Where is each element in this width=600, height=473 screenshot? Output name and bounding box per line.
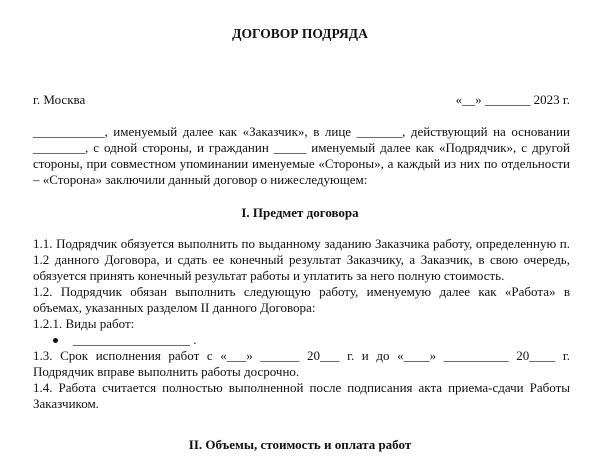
work-type-bullet bbox=[33, 332, 570, 348]
clause-1-4: 1.4. Работа считается полностью выполненной после подписания акта приема-сдачи Работы Заказчиком. bbox=[33, 380, 570, 411]
clause-1-1: 1.1. Подрядчик обязуется выполнить по выданному заданию Заказчика работу, определенную п. 1.2 данного Договора, и сдать ее конечный результат Заказчику, а Заказчик, в свою очередь, обязуется принять конечный результат работы и уплатить за него полную стоимость. bbox=[33, 236, 570, 283]
clause-1-2: 1.2. Подрядчик обязан выполнить следующую работу, именуемую далее как «Работа» в объемах, указанных разделом II данного Договора: bbox=[33, 284, 570, 315]
intro-paragraph: ___________, именуемый далее как «Заказчик», в лице _______, действующий на основании ________, с одной стороны, и гражданин _____ именуемый далее как «Подрядчик», с другой стороны, при совместном упоминании именуемые «Стороны», а каждый из них по отдельности – «Сторона» заключили данный договор о нижеследующем: bbox=[33, 124, 570, 187]
section-heading-volumes: II. Объемы, стоимость и оплата работ bbox=[188, 437, 412, 452]
section-heading-subject: I. Предмет договора bbox=[241, 205, 359, 220]
section-1-clauses bbox=[33, 236, 570, 412]
city-date-line bbox=[33, 92, 570, 108]
city: г. Москва bbox=[33, 92, 86, 107]
document-title: ДОГОВОР ПОДРЯДА bbox=[232, 26, 368, 41]
contract-date: «__» _______ 2023 г. bbox=[455, 92, 570, 107]
clause-1-3: 1.3. Срок исполнения работ с «___» ______ 20___ г. и до «____» __________ 20____ г. Подрядчик вправе выполнить работы досрочно. bbox=[33, 348, 570, 379]
clause-1-2-1: 1.2.1. Виды работ: bbox=[33, 316, 135, 331]
bullet-icon bbox=[53, 338, 58, 343]
bullet-text: __________________ . bbox=[73, 332, 197, 347]
